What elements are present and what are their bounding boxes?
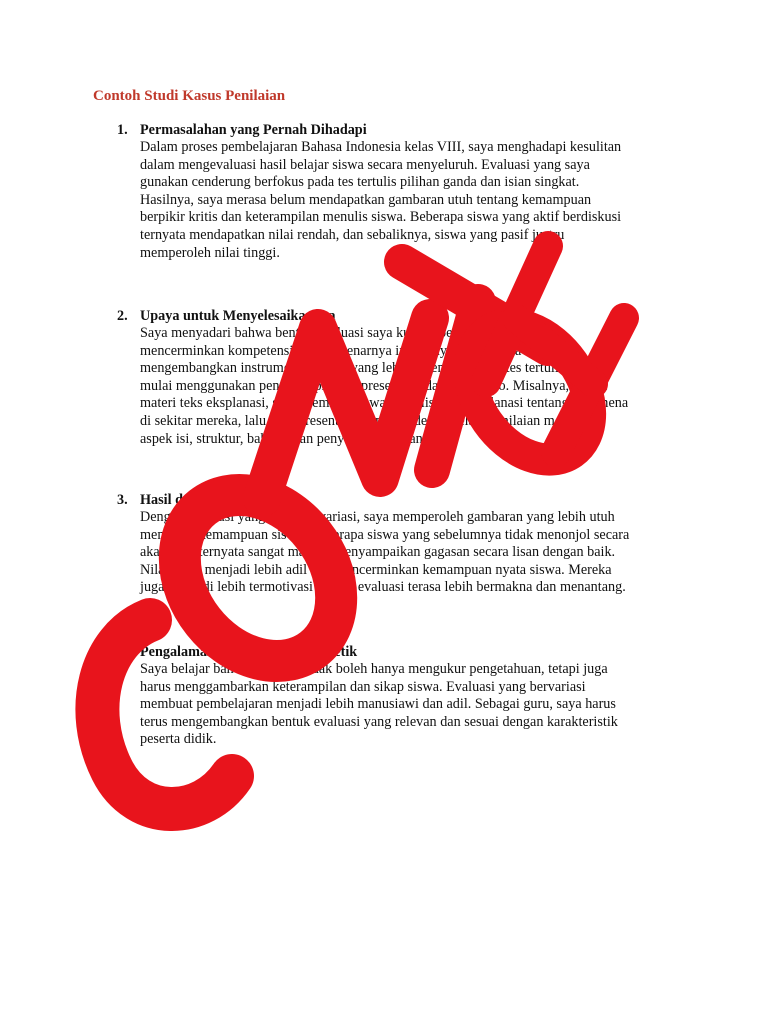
text-line: mengembangkan instrumen evaluasi yang lebih autentik. Selain tes tertulis, saya xyxy=(140,360,597,377)
section-3 xyxy=(117,492,677,597)
text-line: memperoleh nilai tinggi. xyxy=(140,244,280,261)
text-line: Hasilnya, saya merasa belum mendapatkan gambaran utuh tentang kemampuan xyxy=(140,191,592,208)
section-number: 2. xyxy=(117,308,128,324)
text-line: Saya belajar bahwa evaluasi tidak boleh hanya mengukur pengetahuan, tetapi juga xyxy=(140,661,608,677)
section-text xyxy=(140,661,677,749)
document-title: Contoh Studi Kasus Penilaian xyxy=(93,88,286,104)
text-line: Dalam proses pembelajaran Bahasa Indonesia kelas VIII, saya menghadapi kesulitan xyxy=(140,139,622,155)
text-line: aspek isi, struktur, bahasa, dan penyampaian lisan. xyxy=(140,430,427,447)
section-title: Upaya untuk Menyelesaikannya xyxy=(140,308,336,324)
text-line: materi teks eksplanasi, saya meminta siswa menulis teks eksplanasi tentang fenomena xyxy=(140,395,629,412)
section-title: Permasalahan yang Pernah Dihadapi xyxy=(140,122,367,138)
section-text xyxy=(140,509,677,597)
text-line: mencerminkan kompetensi yang sebenarnya ingin saya capai. Saya kemudian xyxy=(140,342,581,359)
section-text xyxy=(140,325,677,448)
text-line: berpikir kritis dan keterampilan menulis siswa. Beberapa siswa yang aktif berdiskusi xyxy=(140,209,622,226)
section-2 xyxy=(117,308,677,448)
text-line: Dengan evaluasi yang lebih bervariasi, saya memperoleh gambaran yang lebih utuh xyxy=(140,509,615,525)
section-title: Hasil dari Upaya Tersebut xyxy=(140,492,300,508)
text-line: Saya menyadari bahwa bentuk evaluasi saya kurang beragam dan tidak xyxy=(140,325,544,341)
text-line: terus mengembangkan bentuk evaluasi yang relevan dan sesuai dengan karakteristik xyxy=(140,713,618,730)
text-line: juga menjadi lebih termotivasi karena evaluasi terasa lebih bermakna dan menantang. xyxy=(140,579,626,596)
text-line: harus menggambarkan keterampilan dan sikap siswa. Evaluasi yang bervariasi xyxy=(140,678,586,695)
section-text xyxy=(140,139,677,262)
text-line: gunakan cenderung berfokus pada tes tertulis pilihan ganda dan isian singkat. xyxy=(140,174,580,191)
section-4 xyxy=(117,644,677,749)
text-line: dalam mengevaluasi hasil belajar siswa secara menyeluruh. Evaluasi yang saya xyxy=(140,156,590,173)
section-number: 1. xyxy=(117,122,128,138)
section-number: 4. xyxy=(117,644,128,660)
text-line: akademik ternyata sangat mampu menyampaikan gagasan secara lisan dengan baik. xyxy=(140,544,616,561)
text-line: mulai menggunakan penilaian proyek, presentasi, dan portofolio. Misalnya, dalam xyxy=(140,377,608,394)
text-line: peserta didik. xyxy=(140,731,217,748)
text-line: di sekitar mereka, lalu mempresentasikannya di depan kelas. Penilaian mencakup xyxy=(140,412,603,429)
section-number: 3. xyxy=(117,492,128,508)
text-line: membuat pembelajaran menjadi lebih manusiawi dan adil. Sebagai guru, saya harus xyxy=(140,696,616,713)
text-line: mengenai kemampuan siswa. Beberapa siswa yang sebelumnya tidak menonjol secara xyxy=(140,526,630,543)
text-line: Nilai akhir menjadi lebih adil dan mencerminkan kemampuan nyata siswa. Mereka xyxy=(140,561,612,578)
section-1 xyxy=(117,122,677,262)
section-title: Pengalaman Berharga yang Dipetik xyxy=(140,644,358,660)
text-line: ternyata mendapatkan nilai rendah, dan sebaliknya, siswa yang pasif justru xyxy=(140,226,565,243)
